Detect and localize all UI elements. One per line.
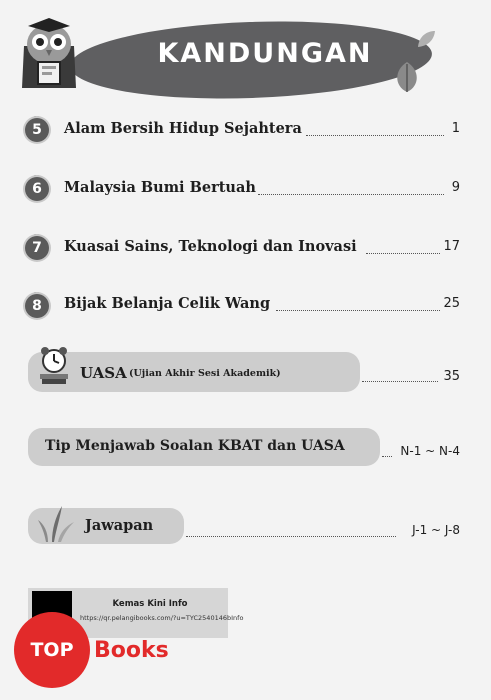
watermark-badge	[14, 612, 90, 688]
leaf-icon	[415, 28, 437, 50]
page-number: 25	[443, 296, 460, 311]
watermark-books-text: Books	[94, 638, 169, 663]
leader-dots	[186, 536, 396, 537]
chapter-number: 8	[25, 294, 49, 318]
leader-dots	[382, 456, 392, 457]
tip-title: Tip Menjawab Soalan KBAT dan UASA	[45, 438, 345, 454]
chapter-number: 7	[25, 236, 49, 260]
leader-dots	[258, 194, 444, 195]
qr-url: https://qr.pelangibooks.com/?u=TYC2540146bInfo	[80, 614, 244, 622]
uasa-subtitle: (Ujian Akhir Sesi Akademik)	[129, 368, 281, 379]
qr-title: Kemas Kini Info	[112, 599, 188, 609]
page-title: KANDUNGAN	[157, 38, 373, 69]
chapter-title: Alam Bersih Hidup Sejahtera	[64, 120, 302, 137]
leaf-icon	[392, 60, 422, 94]
chapter-title: Bijak Belanja Celik Wang	[64, 295, 271, 312]
chapter-number: 5	[25, 118, 49, 142]
owl-mascot-icon	[18, 12, 80, 92]
alarm-clock-icon	[38, 346, 70, 386]
page-number: 17	[443, 239, 460, 254]
leader-dots	[306, 135, 444, 136]
leader-dots	[362, 381, 438, 382]
uasa-title: UASA	[80, 364, 127, 382]
watermark-top-text: TOP	[30, 639, 74, 661]
plant-icon	[36, 500, 76, 544]
chapter-number: 6	[25, 177, 49, 201]
leader-dots	[366, 253, 440, 254]
page-range: N-1 ~ N-4	[400, 444, 460, 458]
page-number: 1	[451, 121, 460, 136]
leader-dots	[276, 310, 440, 311]
jawapan-title: Jawapan	[85, 517, 154, 534]
page-range: J-1 ~ J-8	[412, 523, 460, 537]
chapter-title: Malaysia Bumi Bertuah	[64, 179, 256, 196]
page-number: 9	[451, 180, 460, 195]
chapter-title: Kuasai Sains, Teknologi dan Inovasi	[64, 238, 357, 255]
page-number: 35	[443, 369, 460, 384]
